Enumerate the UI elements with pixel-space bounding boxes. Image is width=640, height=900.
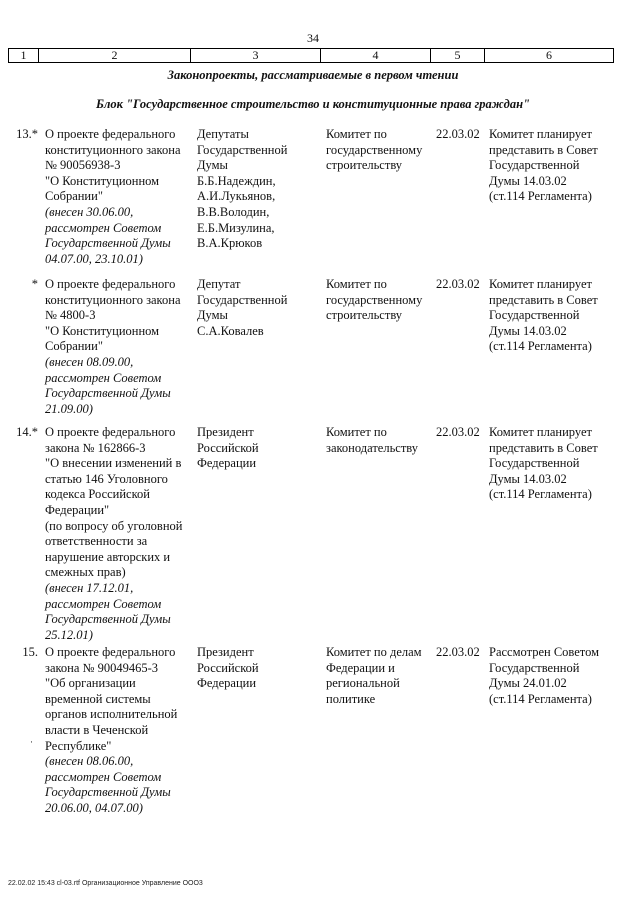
bill-note-line: (внесен 08.06.00, xyxy=(45,754,134,769)
committee-line: Комитет по xyxy=(326,277,387,291)
bill-title-line: "О внесении изменений в xyxy=(45,456,182,471)
bill-note-line: Государственной Думы xyxy=(45,785,171,800)
page-footer: 22.02.02 15:43 cl-03.rtf Организационное Управление ООО3 xyxy=(8,880,203,887)
committee-line: Комитет по xyxy=(326,127,387,141)
status-line: Думы 14.03.02 xyxy=(489,323,567,338)
bill-note-line: Государственной Думы xyxy=(45,612,171,627)
review-date: 22.03.02 xyxy=(436,425,480,439)
bill-title-line: нарушение авторских и xyxy=(45,549,171,564)
bill-authors xyxy=(197,277,317,339)
committee-line: региональной xyxy=(326,676,400,691)
author-line: Думы xyxy=(197,308,228,323)
author-line: Думы xyxy=(197,158,228,173)
committee-line: Федерации и xyxy=(326,660,395,675)
status-line: Думы 24.01.02 xyxy=(489,676,567,691)
status-line: Комитет планирует xyxy=(489,127,592,141)
committee-line: законодательству xyxy=(326,440,419,455)
review-date: 22.03.02 xyxy=(436,127,480,141)
column-header-6: 6 xyxy=(546,48,552,62)
column-header-1: 1 xyxy=(9,49,39,62)
author-line: Федерации xyxy=(197,676,257,691)
bill-note-line: (внесен 17.12.01, xyxy=(45,580,134,595)
author-line: А.И.Лукьянов, xyxy=(197,189,276,204)
bill-note-line: (внесен 30.06.00, xyxy=(45,204,134,219)
bill-title-line: "Об организации xyxy=(45,676,136,691)
column-header-3: 3 xyxy=(191,49,321,62)
author-line: Федерации xyxy=(197,456,257,471)
bill-note-line: 25.12.01) xyxy=(45,627,93,642)
responsible-committee xyxy=(326,277,434,324)
bill-title-line: Республике" xyxy=(45,738,112,753)
author-line: С.А.Ковалев xyxy=(197,323,264,338)
status-line: (ст.114 Регламента) xyxy=(489,487,592,502)
bill-note-line: Государственной Думы xyxy=(45,236,171,251)
bill-title-line: "О Конституционном xyxy=(45,323,160,338)
responsible-committee xyxy=(326,127,434,174)
bill-title-line: временной системы xyxy=(45,691,151,706)
entry-number: 13.* xyxy=(16,127,38,141)
bill-title-line: № 4800-3 xyxy=(45,308,96,323)
author-line: Е.Б.Мизулина, xyxy=(197,220,275,235)
bill-note-line: 20.06.00, 04.07.00) xyxy=(45,800,143,815)
author-line: Депутаты xyxy=(197,127,249,141)
bill-status xyxy=(489,277,619,355)
author-line: В.В.Володин, xyxy=(197,204,270,219)
status-line: Государственной xyxy=(489,456,580,471)
bill-title-line: кодекса Российской xyxy=(45,487,150,502)
block-title: Блок "Государственное строительство и конституционные права граждан" xyxy=(96,97,530,111)
entry-number: 15. xyxy=(22,645,38,659)
bill-title-line: закона № 90049465-3 xyxy=(45,660,159,675)
bill-title-line: (по вопросу об уголовной xyxy=(45,518,183,533)
bill-note-line: рассмотрен Советом xyxy=(45,769,162,784)
bill-title xyxy=(45,645,190,817)
bill-title xyxy=(45,127,190,267)
bill-title-line: конституционного закона xyxy=(45,292,181,307)
status-line: Государственной xyxy=(489,158,580,173)
author-line: Российской xyxy=(197,440,259,455)
committee-line: Комитет по xyxy=(326,425,387,439)
bill-title xyxy=(45,277,190,417)
column-header-5: 5 xyxy=(431,49,485,62)
stray-mark: · xyxy=(30,737,33,747)
author-line: Президент xyxy=(197,425,254,439)
column-header-row xyxy=(8,48,614,63)
bill-note-line: рассмотрен Советом xyxy=(45,220,162,235)
status-line: (ст.114 Регламента) xyxy=(489,339,592,354)
section-title: Законопроекты, рассматриваемые в первом чтении xyxy=(167,68,459,82)
bill-title-line: закона № 162866-3 xyxy=(45,440,146,455)
author-line: Депутат xyxy=(197,277,241,291)
bill-title-line: статью 146 Уголовного xyxy=(45,471,168,486)
bill-authors xyxy=(197,645,317,692)
bill-title-line: О проекте федерального xyxy=(45,645,176,659)
bill-title-line: ответственности за xyxy=(45,534,148,549)
bill-note-line: рассмотрен Советом xyxy=(45,370,162,385)
status-line: (ст.114 Регламента) xyxy=(489,691,592,706)
bill-title-line: власти в Чеченской xyxy=(45,722,149,737)
status-line: представить в Совет xyxy=(489,292,598,307)
bill-title xyxy=(45,425,190,643)
status-line: Думы 14.03.02 xyxy=(489,173,567,188)
bill-title-line: смежных прав) xyxy=(45,565,126,580)
entry-number: 14.* xyxy=(16,425,38,439)
bill-title-line: конституционного закона xyxy=(45,142,181,157)
committee-line: строительству xyxy=(326,158,403,173)
status-line: Думы 14.03.02 xyxy=(489,471,567,486)
responsible-committee xyxy=(326,425,434,456)
bill-title-line: О проекте федерального xyxy=(45,277,176,291)
bill-title-line: Федерации" xyxy=(45,502,110,517)
bill-title-line: О проекте федерального xyxy=(45,425,176,439)
review-date: 22.03.02 xyxy=(436,645,480,659)
author-line: Государственной xyxy=(197,142,288,157)
committee-line: политике xyxy=(326,691,376,706)
bill-authors xyxy=(197,425,317,472)
column-header-4: 4 xyxy=(321,49,431,62)
author-line: Б.Б.Надеждин, xyxy=(197,173,276,188)
bill-title-line: Собрании" xyxy=(45,339,103,354)
status-line: представить в Совет xyxy=(489,440,598,455)
responsible-committee xyxy=(326,645,434,707)
bill-note-line: 04.07.00, 23.10.01) xyxy=(45,251,143,266)
committee-line: Комитет по делам xyxy=(326,645,422,659)
bill-title-line: "О Конституционном xyxy=(45,173,160,188)
bill-note-line: (внесен 08.09.00, xyxy=(45,354,134,369)
bill-authors xyxy=(197,127,317,252)
status-line: (ст.114 Регламента) xyxy=(489,189,592,204)
bill-status xyxy=(489,645,619,707)
bill-status xyxy=(489,425,619,503)
column-header-2: 2 xyxy=(39,49,191,62)
committee-line: государственному xyxy=(326,292,423,307)
author-line: В.А.Крюков xyxy=(197,236,263,251)
status-line: Государственной xyxy=(489,660,580,675)
status-line: Государственной xyxy=(489,308,580,323)
bill-title-line: № 90056938-3 xyxy=(45,158,121,173)
bill-note-line: рассмотрен Советом xyxy=(45,596,162,611)
author-line: Российской xyxy=(197,660,259,675)
page-number: 34 xyxy=(307,31,319,45)
status-line: Рассмотрен Советом xyxy=(489,645,600,659)
status-line: Комитет планирует xyxy=(489,277,592,291)
entry-number: * xyxy=(31,277,38,291)
committee-line: строительству xyxy=(326,308,403,323)
bill-title-line: органов исполнительной xyxy=(45,707,178,722)
bill-note-line: 21.09.00) xyxy=(45,401,93,416)
bill-note-line: Государственной Думы xyxy=(45,386,171,401)
status-line: представить в Совет xyxy=(489,142,598,157)
status-line: Комитет планирует xyxy=(489,425,592,439)
author-line: Государственной xyxy=(197,292,288,307)
bill-title-line: О проекте федерального xyxy=(45,127,176,141)
bill-status xyxy=(489,127,619,205)
bill-title-line: Собрании" xyxy=(45,189,103,204)
author-line: Президент xyxy=(197,645,254,659)
committee-line: государственному xyxy=(326,142,423,157)
review-date: 22.03.02 xyxy=(436,277,480,291)
